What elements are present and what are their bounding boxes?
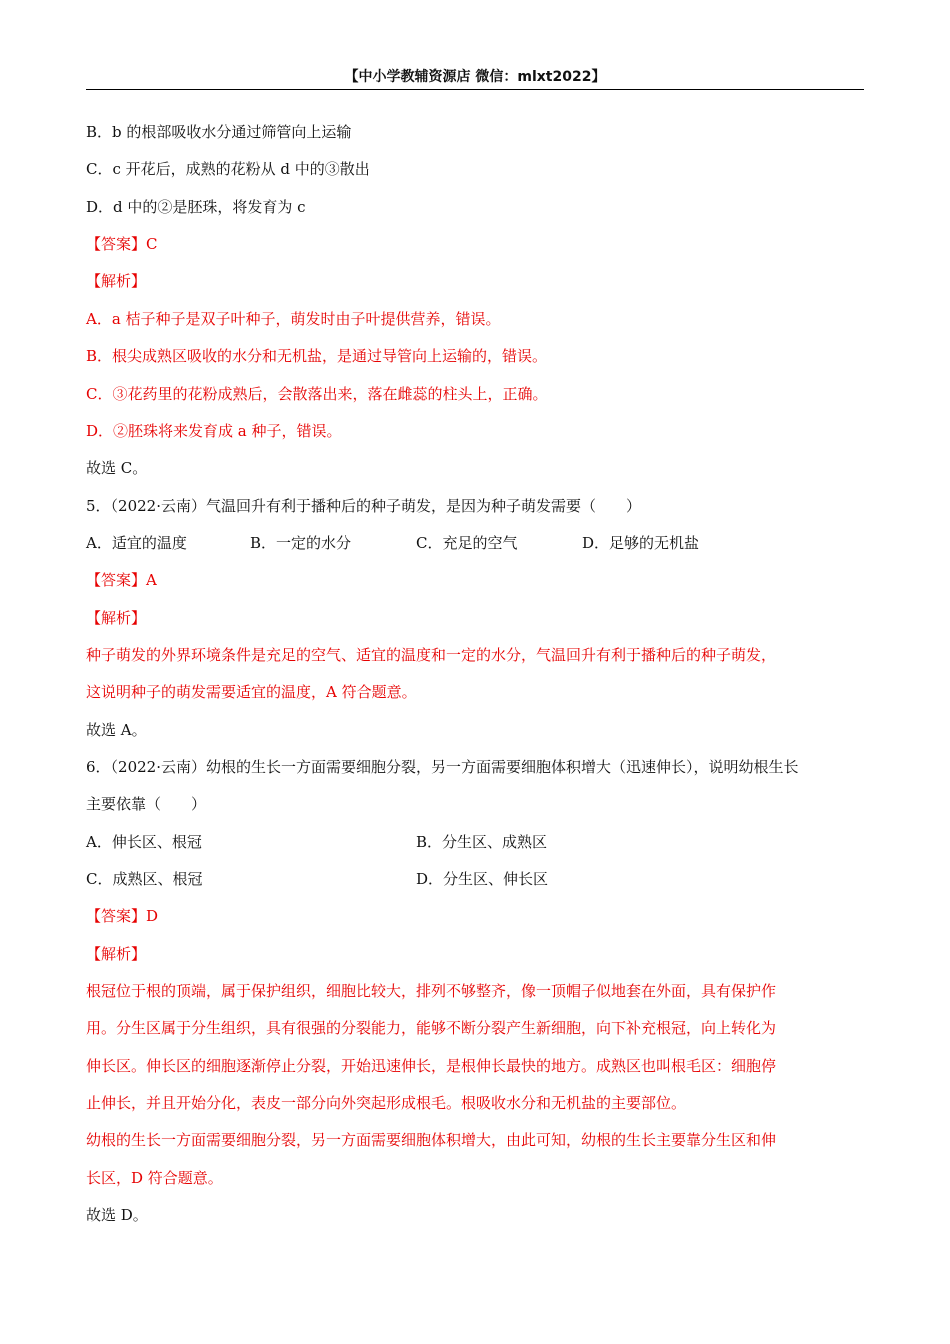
q6-analysis-line: 根冠位于根的顶端，属于保护组织，细胞比较大，排列不够整齐，像一顶帽子似地套在外面，具有保护作 — [86, 982, 777, 1000]
q4-analysis-line: B．根尖成熟区吸收的水分和无机盐，是通过导管向上运输的，错误。 — [86, 347, 548, 365]
q6-option-a: A．伸长区、根冠 — [86, 833, 202, 851]
q5-answer: 【答案】A — [86, 571, 157, 589]
q4-analysis-label: 【解析】 — [86, 272, 147, 290]
q6-analysis-line: 幼根的生长一方面需要细胞分裂，另一方面需要细胞体积增大，由此可知，幼根的生长主要靠分生区和伸 — [86, 1131, 777, 1149]
q4-analysis-line: C．③花药里的花粉成熟后，会散落出来，落在雌蕊的柱头上，正确。 — [86, 385, 548, 403]
q5-analysis-label: 【解析】 — [86, 609, 147, 627]
q6-option-d: D．分生区、伸长区 — [416, 870, 549, 888]
q6-analysis-line: 长区，D 符合题意。 — [86, 1169, 223, 1187]
q5-option-b: B．一定的水分 — [250, 534, 352, 552]
q4-analysis-line: D．②胚珠将来发育成 a 种子，错误。 — [86, 422, 342, 440]
page-header: 【中小学教辅资源店 微信：mlxt2022】 — [344, 69, 606, 85]
q6-analysis-line: 伸长区。伸长区的细胞逐渐停止分裂，开始迅速伸长，是根伸长最快的地方。成熟区也叫根毛区：细胞停 — [86, 1057, 777, 1075]
q6-analysis-line: 止伸长，并且开始分化，表皮一部分向外突起形成根毛。根吸收水分和无机盐的主要部位。 — [86, 1094, 687, 1112]
q5-option-c: C．充足的空气 — [416, 534, 518, 552]
q6-conclusion: 故选 D。 — [86, 1206, 148, 1224]
q4-conclusion: 故选 C。 — [86, 459, 148, 477]
q5-conclusion: 故选 A。 — [86, 721, 147, 739]
q4-option-b: B．b 的根部吸收水分通过筛管向上运输 — [86, 123, 352, 141]
q5-analysis-line: 种子萌发的外界环境条件是充足的空气、适宜的温度和一定的水分，气温回升有利于播种后的种子萌发， — [86, 646, 777, 664]
q5-stem: 5．（2022·云南）气温回升有利于播种后的种子萌发，是因为种子萌发需要（ ） — [86, 497, 641, 515]
q5-option-a: A．适宜的温度 — [86, 534, 187, 552]
q6-answer: 【答案】D — [86, 907, 159, 925]
q4-analysis-line: A．a 桔子种子是双子叶种子，萌发时由子叶提供营养，错误。 — [86, 310, 501, 328]
q6-analysis-label: 【解析】 — [86, 945, 147, 963]
q5-option-d: D．足够的无机盐 — [582, 534, 700, 552]
q5-analysis-line: 这说明种子的萌发需要适宜的温度，A 符合题意。 — [86, 683, 417, 701]
q6-option-c: C．成熟区、根冠 — [86, 870, 203, 888]
q4-option-c: C．c 开花后，成熟的花粉从 d 中的③散出 — [86, 160, 370, 178]
q4-option-d: D．d 中的②是胚珠，将发育为 c — [86, 198, 306, 216]
q4-answer: 【答案】C — [86, 235, 158, 253]
q6-stem-line: 主要依靠（ ） — [86, 795, 207, 813]
q6-option-b: B．分生区、成熟区 — [416, 833, 548, 851]
header-rule — [86, 89, 864, 90]
q6-stem-line: 6．（2022·云南）幼根的生长一方面需要细胞分裂，另一方面需要细胞体积增大（迅速伸长），说明幼根生长 — [86, 758, 799, 776]
q6-analysis-line: 用。分生区属于分生组织，具有很强的分裂能力，能够不断分裂产生新细胞，向下补充根冠，向上转化为 — [86, 1019, 777, 1037]
